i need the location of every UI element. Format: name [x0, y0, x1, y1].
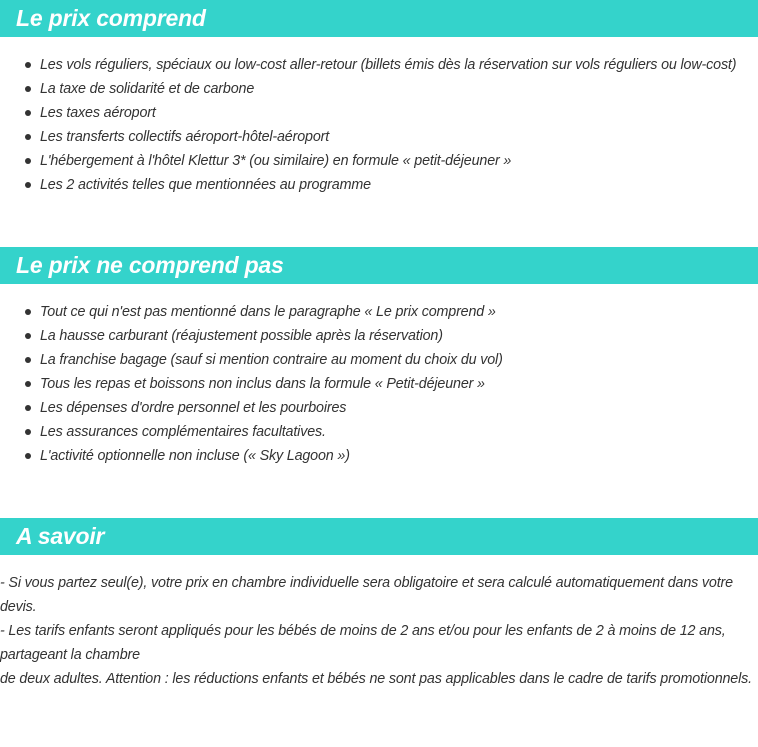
section-header-not-included	[0, 247, 758, 284]
info-line: de deux adultes. Attention : les réductions enfants et bébés ne sont pas applicables dans le cadre de tarifs promotionnels.	[0, 671, 752, 687]
included-list	[0, 53, 736, 197]
list-item: Les vols réguliers, spéciaux ou low-cost aller-retour (billets émis dès la réservation sur vols réguliers ou low-cost)	[0, 53, 736, 77]
info-line: - Si vous partez seul(e), votre prix en chambre individuelle sera obligatoire et sera calculé automatiquement dans votre devis.	[0, 575, 733, 615]
list-item: L'activité optionnelle non incluse (« Sky Lagoon »)	[0, 444, 503, 468]
list-item: L'hébergement à l'hôtel Klettur 3* (ou similaire) en formule « petit-déjeuner »	[0, 149, 736, 173]
list-item: Les assurances complémentaires facultatives.	[0, 420, 503, 444]
not-included-list	[0, 300, 503, 468]
list-item: Tous les repas et boissons non inclus dans la formule « Petit-déjeuner »	[0, 372, 503, 396]
info-line: - Les tarifs enfants seront appliqués pour les bébés de moins de 2 ans et/ou pour les enfants de 2 à moins de 12 ans, partageant la chambre	[0, 623, 726, 663]
section-header-included	[0, 0, 758, 37]
list-item: Les transferts collectifs aéroport-hôtel-aéroport	[0, 125, 736, 149]
good-to-know-text	[0, 571, 758, 691]
section-title-included: Le prix comprend	[16, 5, 206, 31]
list-item: Les taxes aéroport	[0, 101, 736, 125]
list-item: Tout ce qui n'est pas mentionné dans le paragraphe « Le prix comprend »	[0, 300, 503, 324]
list-item: Les dépenses d'ordre personnel et les pourboires	[0, 396, 503, 420]
list-item: Les 2 activités telles que mentionnées au programme	[0, 173, 736, 197]
section-title-good-to-know: A savoir	[16, 523, 105, 549]
list-item: La taxe de solidarité et de carbone	[0, 77, 736, 101]
section-header-good-to-know	[0, 518, 758, 555]
section-title-not-included: Le prix ne comprend pas	[16, 252, 284, 278]
list-item: La franchise bagage (sauf si mention contraire au moment du choix du vol)	[0, 348, 503, 372]
list-item: La hausse carburant (réajustement possible après la réservation)	[0, 324, 503, 348]
